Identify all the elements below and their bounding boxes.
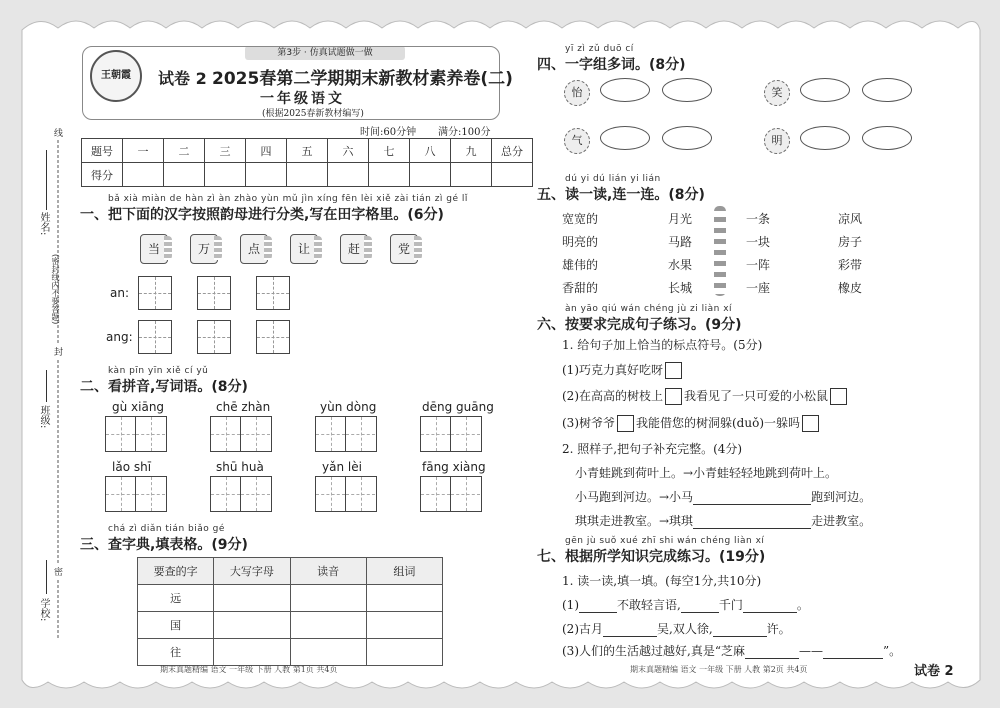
s2-title: 二、看拼音,写词语。(8分) bbox=[80, 379, 248, 395]
s3-title: 三、查字典,填表格。(9分) bbox=[80, 537, 248, 553]
answer-oval[interactable] bbox=[600, 126, 650, 150]
word-box[interactable] bbox=[420, 416, 482, 452]
score-header-cell: 八 bbox=[410, 139, 451, 163]
word-box[interactable] bbox=[210, 416, 272, 452]
score-table bbox=[81, 138, 533, 187]
char-card bbox=[390, 232, 422, 264]
punct-box[interactable] bbox=[665, 388, 682, 405]
tianzige-box[interactable] bbox=[138, 320, 172, 354]
dict-cell[interactable] bbox=[366, 612, 442, 639]
match-item[interactable]: 一条 bbox=[746, 212, 771, 226]
tianzige-box[interactable] bbox=[197, 320, 231, 354]
tianzige-box[interactable] bbox=[256, 320, 290, 354]
answer-oval[interactable] bbox=[862, 78, 912, 102]
s6-pinyin: àn yāo qiú wán chéng jù zi liàn xí bbox=[565, 304, 733, 314]
exam-time: 时间:60分钟 bbox=[360, 127, 417, 138]
name-label: 姓名: bbox=[38, 212, 49, 236]
dict-header: 读音 bbox=[290, 558, 366, 585]
sentence-text: (1) bbox=[562, 598, 579, 612]
class-field[interactable] bbox=[46, 370, 47, 402]
score-header-cell: 二 bbox=[164, 139, 205, 163]
word-flower: 怡 bbox=[564, 80, 590, 106]
vine-divider bbox=[714, 206, 726, 296]
s6-q1: 1. 给句子加上恰当的标点符号。(5分) bbox=[562, 338, 763, 352]
match-item[interactable]: 马路 bbox=[668, 235, 693, 249]
answer-blank[interactable] bbox=[693, 516, 811, 529]
score-cell[interactable] bbox=[246, 163, 287, 187]
score-row-label: 得分 bbox=[82, 163, 123, 187]
score-header-cell: 一 bbox=[123, 139, 164, 163]
s1-pinyin: bǎ xià miàn de hàn zì àn zhào yùn mǔ jìn xíng fēn lèi xiě zài tián zì gé lǐ bbox=[108, 194, 468, 204]
step-banner: 第3步 · 仿真试题做一做 bbox=[245, 46, 405, 60]
school-label: 学校: bbox=[38, 598, 49, 622]
binding-mark-feng: 封 bbox=[54, 345, 63, 358]
s6-q1a bbox=[562, 361, 684, 379]
answer-blank[interactable] bbox=[693, 492, 811, 505]
char-card-label: 让 bbox=[290, 234, 318, 264]
match-item[interactable]: 宽宽的 bbox=[562, 212, 599, 226]
subject-title: 一年级语文 bbox=[260, 91, 345, 107]
answer-blank[interactable] bbox=[603, 624, 657, 637]
sentence-text: 我能借您的树洞躲(duǒ)一躲吗 bbox=[636, 416, 800, 430]
page-title: 2025春第二学期期末新教材素养卷(二) bbox=[212, 69, 513, 89]
score-cell[interactable] bbox=[164, 163, 205, 187]
binding-mark-mi: 密 bbox=[54, 565, 63, 578]
score-cell[interactable] bbox=[328, 163, 369, 187]
school-field[interactable] bbox=[46, 560, 47, 594]
score-header-cell: 三 bbox=[205, 139, 246, 163]
word-pinyin: yǎn lèi bbox=[322, 460, 362, 474]
char-card-label: 点 bbox=[240, 234, 268, 264]
char-card bbox=[190, 232, 222, 264]
punct-box[interactable] bbox=[830, 388, 847, 405]
word-pinyin: fāng xiàng bbox=[422, 460, 486, 474]
s6-example: 小青蛙跳到荷叶上。→小青蛙轻轻地跳到荷叶上。 bbox=[575, 466, 838, 480]
s7-title: 七、根据所学知识完成练习。(19分) bbox=[537, 549, 766, 565]
sentence-text: 跑到河边。 bbox=[811, 490, 872, 504]
sentence-text: 吴,双人徐, bbox=[657, 622, 713, 636]
word-pinyin: chē zhàn bbox=[216, 400, 271, 414]
paper-badge: 试卷 2 bbox=[914, 664, 954, 679]
dict-cell[interactable] bbox=[214, 612, 290, 639]
dict-cell[interactable] bbox=[290, 639, 366, 666]
dict-char: 远 bbox=[138, 585, 214, 612]
s7-pinyin: gēn jù suǒ xué zhī shi wán chéng liàn xí bbox=[565, 536, 765, 546]
word-box[interactable] bbox=[315, 476, 377, 512]
dict-cell[interactable] bbox=[290, 612, 366, 639]
s7-line3 bbox=[562, 642, 901, 659]
s6-line1 bbox=[575, 488, 871, 505]
score-header-cell: 九 bbox=[451, 139, 492, 163]
sentence-text: ”。 bbox=[882, 644, 902, 658]
score-cell[interactable] bbox=[287, 163, 328, 187]
punct-box[interactable] bbox=[665, 362, 682, 379]
dict-char: 往 bbox=[138, 639, 214, 666]
score-cell[interactable] bbox=[451, 163, 492, 187]
s4-pinyin: yī zì zǔ duō cí bbox=[565, 44, 634, 54]
char-card bbox=[140, 232, 172, 264]
match-item[interactable]: 一块 bbox=[746, 235, 771, 249]
dict-header: 组词 bbox=[366, 558, 442, 585]
match-item[interactable]: 橡皮 bbox=[838, 281, 863, 295]
answer-oval[interactable] bbox=[662, 78, 712, 102]
char-card-label: 赶 bbox=[340, 234, 368, 264]
score-cell[interactable] bbox=[369, 163, 410, 187]
dict-header: 大写字母 bbox=[214, 558, 290, 585]
tianzige-box[interactable] bbox=[138, 276, 172, 310]
sentence-text: (3)树爷爷 bbox=[562, 416, 615, 430]
word-flower: 笑 bbox=[764, 80, 790, 106]
answer-oval[interactable] bbox=[862, 126, 912, 150]
s1-title: 一、把下面的汉字按照韵母进行分类,写在田字格里。(6分) bbox=[80, 207, 444, 223]
score-header-cell: 总分 bbox=[492, 139, 533, 163]
answer-blank[interactable] bbox=[743, 600, 797, 613]
tianzige-box[interactable] bbox=[197, 276, 231, 310]
match-item[interactable]: 长城 bbox=[668, 281, 693, 295]
word-box[interactable] bbox=[210, 476, 272, 512]
match-item[interactable]: 一座 bbox=[746, 281, 771, 295]
answer-blank[interactable] bbox=[745, 646, 799, 659]
word-pinyin: yùn dòng bbox=[320, 400, 377, 414]
sentence-text: —— bbox=[798, 644, 823, 658]
word-pinyin: dēng guāng bbox=[422, 400, 494, 414]
score-cell[interactable] bbox=[205, 163, 246, 187]
score-header-cell: 六 bbox=[328, 139, 369, 163]
dict-cell[interactable] bbox=[214, 585, 290, 612]
s2-pinyin: kàn pīn yīn xiě cí yǔ bbox=[108, 366, 209, 376]
answer-blank[interactable] bbox=[681, 600, 719, 613]
char-card-label: 当 bbox=[140, 234, 168, 264]
answer-oval[interactable] bbox=[800, 126, 850, 150]
sentence-text: 我看见了一只可爱的小松鼠 bbox=[684, 389, 829, 403]
match-item[interactable]: 雄伟的 bbox=[562, 258, 599, 272]
sentence-text: 小马跑到河边。→小马 bbox=[575, 490, 694, 504]
word-pinyin: gù xiāng bbox=[112, 400, 165, 414]
footer-right: 期末真题精编 语文 一年级 下册 人教 第2页 共4页 bbox=[630, 665, 808, 674]
an-label: an: bbox=[110, 286, 130, 300]
tianzige-box[interactable] bbox=[256, 276, 290, 310]
s6-line2 bbox=[575, 512, 871, 529]
word-pinyin: shū huà bbox=[216, 460, 264, 474]
brand-logo: 王朝霞 bbox=[90, 50, 142, 102]
char-card-label: 党 bbox=[390, 234, 418, 264]
word-box[interactable] bbox=[420, 476, 482, 512]
footer-left: 期末真题精编 语文 一年级 下册 人教 第1页 共4页 bbox=[160, 665, 338, 674]
match-item[interactable]: 水果 bbox=[668, 258, 693, 272]
dict-cell[interactable] bbox=[290, 585, 366, 612]
s6-q1c bbox=[562, 414, 821, 432]
punct-box[interactable] bbox=[802, 415, 819, 432]
s5-pinyin: dú yi dú lián yi lián bbox=[565, 174, 661, 184]
score-cell[interactable] bbox=[123, 163, 164, 187]
sentence-text: (3)人们的生活越过越好,真是“芝麻 bbox=[562, 644, 745, 658]
binding-mark-xian: 线 bbox=[54, 126, 63, 139]
sentence-text: 琪琪走进教室。→琪琪 bbox=[575, 514, 694, 528]
punct-box[interactable] bbox=[617, 415, 634, 432]
ang-label: ang: bbox=[106, 330, 133, 344]
match-item[interactable]: 一阵 bbox=[746, 258, 771, 272]
score-header-cell: 五 bbox=[287, 139, 328, 163]
word-box[interactable] bbox=[315, 416, 377, 452]
class-label: 班级: bbox=[38, 405, 49, 429]
score-header-cell: 七 bbox=[369, 139, 410, 163]
answer-oval[interactable] bbox=[662, 126, 712, 150]
s3-pinyin: chá zì diǎn tián biǎo gé bbox=[108, 524, 225, 534]
s7-line2 bbox=[562, 620, 791, 637]
answer-oval[interactable] bbox=[600, 78, 650, 102]
sentence-text: 走进教室。 bbox=[811, 514, 872, 528]
score-cell[interactable] bbox=[410, 163, 451, 187]
score-header-cell: 题号 bbox=[82, 139, 123, 163]
dict-char: 国 bbox=[138, 612, 214, 639]
s6-q2: 2. 照样子,把句子补充完整。(4分) bbox=[562, 442, 743, 456]
char-card bbox=[340, 232, 372, 264]
sentence-text: 不敢轻言语, bbox=[617, 598, 681, 612]
match-item[interactable]: 房子 bbox=[838, 235, 863, 249]
dict-header: 要查的字 bbox=[138, 558, 214, 585]
word-box[interactable] bbox=[105, 416, 167, 452]
s4-title: 四、一字组多词。(8分) bbox=[537, 57, 686, 73]
match-item[interactable]: 月光 bbox=[668, 212, 693, 226]
s7-line1 bbox=[562, 596, 809, 613]
dict-cell[interactable] bbox=[366, 639, 442, 666]
dict-cell[interactable] bbox=[214, 639, 290, 666]
dict-cell[interactable] bbox=[366, 585, 442, 612]
seal-note: (密封线内不要答题) bbox=[51, 254, 60, 325]
answer-oval[interactable] bbox=[800, 78, 850, 102]
s6-q1b bbox=[562, 387, 849, 405]
sentence-text: (1)巧克力真好吃呀 bbox=[562, 363, 663, 377]
answer-blank[interactable] bbox=[579, 600, 617, 613]
sentence-text: 许。 bbox=[766, 622, 791, 636]
char-card bbox=[290, 232, 322, 264]
s6-title: 六、按要求完成句子练习。(9分) bbox=[537, 317, 742, 333]
match-item[interactable]: 彩带 bbox=[838, 258, 863, 272]
edition-note: (根据2025春新教材编写) bbox=[262, 109, 364, 119]
sentence-text: 。 bbox=[796, 598, 809, 612]
name-field[interactable] bbox=[46, 150, 47, 210]
score-header-cell: 四 bbox=[246, 139, 287, 163]
sentence-text: 千门 bbox=[718, 598, 743, 612]
dictionary-table bbox=[137, 557, 443, 666]
word-pinyin: lǎo shī bbox=[112, 460, 152, 474]
char-card-label: 万 bbox=[190, 234, 218, 264]
word-flower: 明 bbox=[764, 128, 790, 154]
sentence-text: (2)古月 bbox=[562, 622, 603, 636]
match-item[interactable]: 香甜的 bbox=[562, 281, 599, 295]
sentence-text: (2)在高高的树枝上 bbox=[562, 389, 663, 403]
full-score: 满分:100分 bbox=[438, 127, 491, 138]
s5-title: 五、读一读,连一连。(8分) bbox=[537, 187, 705, 203]
word-box[interactable] bbox=[105, 476, 167, 512]
answer-blank[interactable] bbox=[823, 646, 883, 659]
match-item[interactable]: 明亮的 bbox=[562, 235, 599, 249]
char-card bbox=[240, 232, 272, 264]
answer-blank[interactable] bbox=[713, 624, 767, 637]
s7-q1: 1. 读一读,填一填。(每空1分,共10分) bbox=[562, 574, 762, 588]
word-flower: 气 bbox=[564, 128, 590, 154]
paper-number: 试卷 2 bbox=[158, 69, 207, 88]
match-item[interactable]: 凉风 bbox=[838, 212, 863, 226]
score-cell[interactable] bbox=[492, 163, 533, 187]
